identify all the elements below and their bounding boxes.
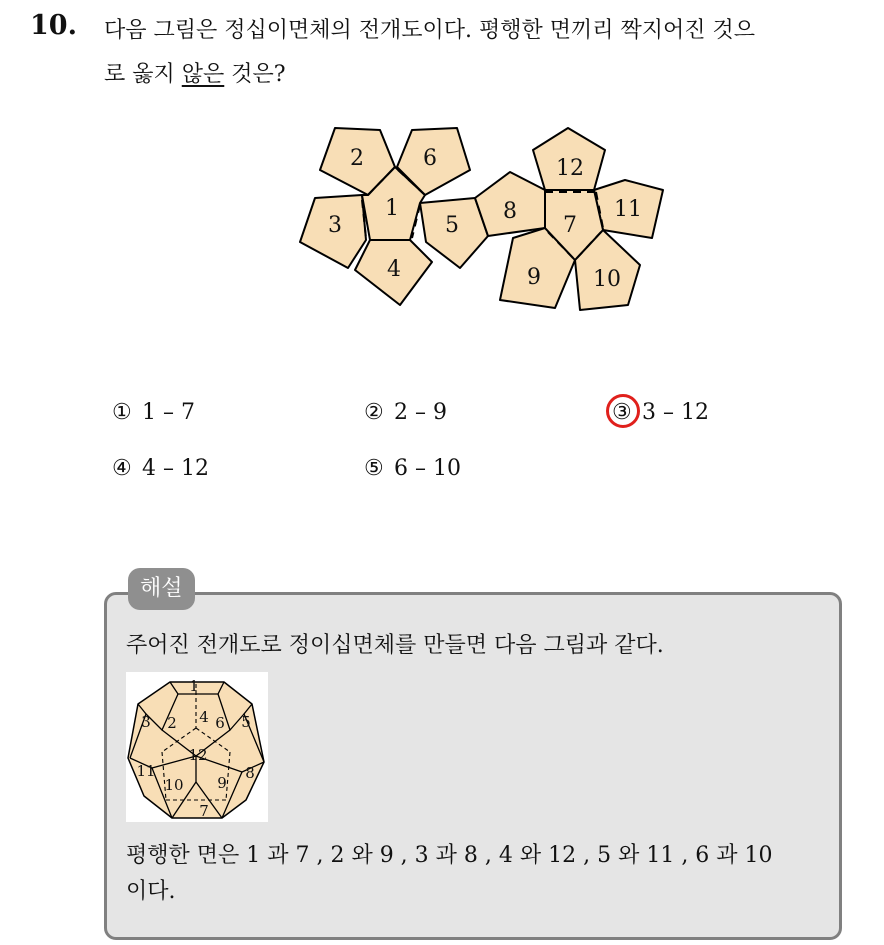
choice-3[interactable] — [612, 400, 709, 425]
solid-label-4: 4 — [199, 708, 209, 726]
choice-5-mark: ⑤ — [364, 456, 384, 481]
solid-label-2: 2 — [167, 714, 177, 732]
net-label-6: 6 — [423, 146, 437, 171]
choice-1-mark: ① — [112, 400, 132, 425]
solution-line-2: 평행한 면은 1 과 7 , 2 와 9 , 3 과 8 , 4 와 12 , 5 와 11 , 6 과 10 — [126, 843, 773, 868]
net-label-12: 12 — [556, 156, 584, 181]
net-label-9: 9 — [527, 265, 541, 290]
solid-label-6: 6 — [215, 714, 225, 732]
solid-label-10: 10 — [164, 776, 184, 794]
choice-1[interactable] — [112, 400, 195, 425]
solid-label-12: 12 — [188, 746, 208, 764]
choice-3-mark: ③ — [612, 400, 632, 425]
solution-line-3: 이다. — [126, 879, 176, 904]
choice-2-mark: ② — [364, 400, 384, 425]
net-label-4: 4 — [387, 257, 401, 282]
dodecahedron-solid-figure — [126, 672, 268, 822]
choice-5-text: 6 – 10 — [394, 456, 461, 481]
net-label-2: 2 — [350, 146, 364, 171]
net-label-8: 8 — [503, 199, 517, 224]
question-text-post: 것은? — [224, 62, 286, 87]
solution-tag: 해설 — [128, 568, 195, 610]
question-underlined-word: 않은 — [181, 62, 225, 87]
question-text-pre: 로 옳지 — [104, 62, 182, 87]
choice-2-text: 2 – 9 — [394, 400, 447, 425]
solid-label-5: 5 — [241, 713, 251, 731]
net-label-3: 3 — [328, 213, 342, 238]
choice-3-text: 3 – 12 — [642, 400, 709, 425]
solid-label-7: 7 — [199, 802, 209, 820]
solution-line-1: 주어진 전개도로 정이십면체를 만들면 다음 그림과 같다. — [126, 633, 664, 658]
choice-5[interactable] — [364, 456, 461, 481]
solid-label-3: 3 — [141, 713, 151, 731]
solid-label-9: 9 — [217, 774, 227, 792]
solid-label-8: 8 — [245, 764, 255, 782]
choice-2[interactable] — [364, 400, 447, 425]
dodecahedron-net-figure — [0, 0, 884, 400]
choice-1-text: 1 – 7 — [142, 400, 195, 425]
solid-label-1: 1 — [189, 677, 199, 695]
question-number: 10. — [30, 10, 77, 41]
net-label-11: 11 — [614, 197, 642, 222]
solid-label-11: 11 — [136, 762, 156, 780]
net-label-10: 10 — [593, 267, 621, 292]
choice-4[interactable] — [112, 456, 209, 481]
question-text-line-1: 다음 그림은 정십이면체의 전개도이다. 평행한 면끼리 짝지어진 것으 — [104, 18, 756, 43]
net-label-7: 7 — [563, 213, 577, 238]
net-label-1: 1 — [385, 196, 399, 221]
net-label-5: 5 — [445, 213, 459, 238]
choice-4-mark: ④ — [112, 456, 132, 481]
choice-4-text: 4 – 12 — [142, 456, 209, 481]
